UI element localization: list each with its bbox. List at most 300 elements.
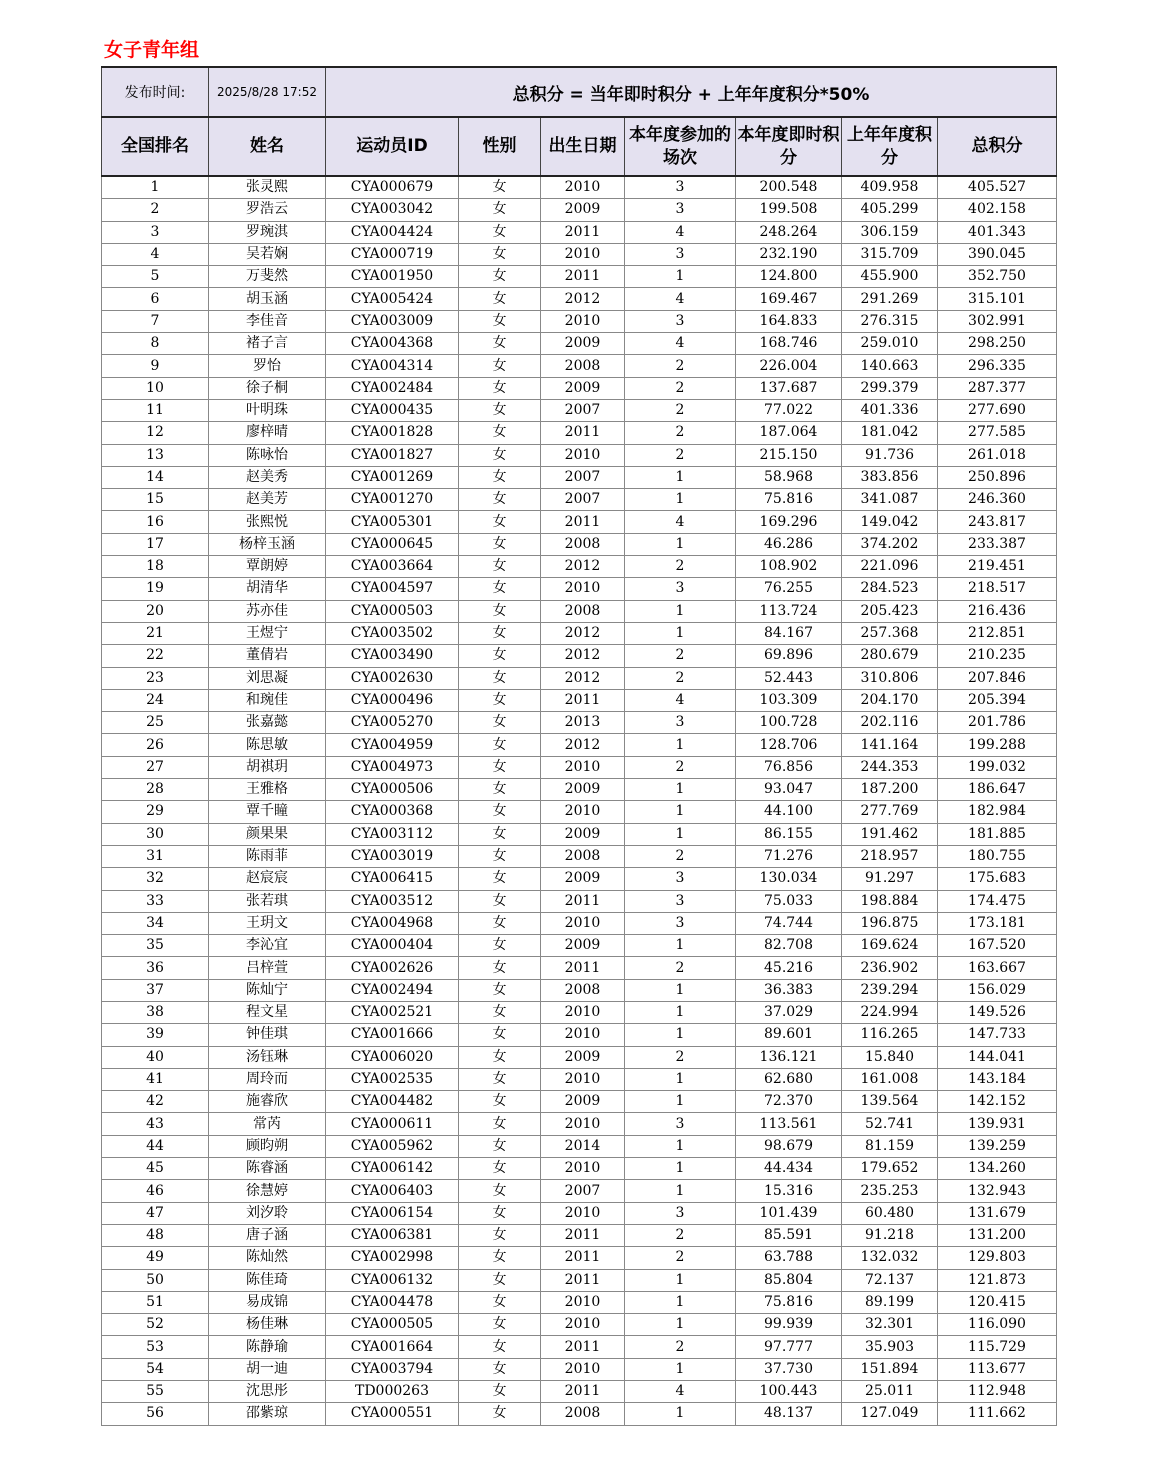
table-row (102, 1024, 1057, 1046)
total-points-cell: 182.984 (938, 801, 1057, 823)
current-points-cell: 84.167 (736, 622, 842, 644)
rank-cell: 49 (102, 1247, 209, 1269)
rank-cell: 52 (102, 1314, 209, 1336)
table-row (102, 444, 1057, 466)
total-points-cell: 402.158 (938, 199, 1057, 221)
last-year-points-cell: 455.900 (842, 266, 938, 288)
athlete-id-cell: CYA001270 (326, 489, 459, 511)
birth-year-cell: 2007 (541, 466, 625, 488)
total-points-cell: 233.387 (938, 533, 1057, 555)
name-cell: 杨梓玉涵 (209, 533, 326, 555)
last-year-points-cell: 244.353 (842, 756, 938, 778)
rank-cell: 30 (102, 823, 209, 845)
current-points-cell: 98.679 (736, 1135, 842, 1157)
gender-cell: 女 (459, 466, 541, 488)
name-cell: 王煜宁 (209, 622, 326, 644)
total-points-cell: 218.517 (938, 578, 1057, 600)
total-points-cell: 131.679 (938, 1202, 1057, 1224)
rank-cell: 8 (102, 333, 209, 355)
gender-cell: 女 (459, 199, 541, 221)
total-points-cell: 129.803 (938, 1247, 1057, 1269)
last-year-points-cell: 284.523 (842, 578, 938, 600)
name-cell: 罗琬淇 (209, 221, 326, 243)
events-count-cell: 3 (625, 1113, 736, 1135)
athlete-id-cell: CYA001269 (326, 466, 459, 488)
current-points-cell: 164.833 (736, 310, 842, 332)
events-count-cell: 2 (625, 422, 736, 444)
last-year-points-cell: 35.903 (842, 1336, 938, 1358)
events-count-cell: 1 (625, 1314, 736, 1336)
total-points-cell: 186.647 (938, 779, 1057, 801)
table-row (102, 779, 1057, 801)
athlete-id-cell: CYA000611 (326, 1113, 459, 1135)
birth-year-cell: 2011 (541, 1269, 625, 1291)
total-points-cell: 246.360 (938, 489, 1057, 511)
events-count-cell: 2 (625, 556, 736, 578)
birth-year-cell: 2010 (541, 310, 625, 332)
name-cell: 施睿欣 (209, 1091, 326, 1113)
birth-year-cell: 2008 (541, 600, 625, 622)
header-athlete-id: 运动员ID (326, 117, 459, 176)
gender-cell: 女 (459, 1291, 541, 1313)
rank-cell: 1 (102, 176, 209, 199)
name-cell: 胡清华 (209, 578, 326, 600)
events-count-cell: 1 (625, 1269, 736, 1291)
current-points-cell: 108.902 (736, 556, 842, 578)
table-row (102, 712, 1057, 734)
events-count-cell: 4 (625, 333, 736, 355)
table-row (102, 1158, 1057, 1180)
events-count-cell: 1 (625, 734, 736, 756)
events-count-cell: 2 (625, 957, 736, 979)
last-year-points-cell: 315.709 (842, 243, 938, 265)
birth-year-cell: 2007 (541, 399, 625, 421)
athlete-id-cell: CYA004482 (326, 1091, 459, 1113)
athlete-id-cell: CYA006142 (326, 1158, 459, 1180)
birth-year-cell: 2009 (541, 868, 625, 890)
last-year-points-cell: 91.218 (842, 1224, 938, 1246)
birth-year-cell: 2012 (541, 622, 625, 644)
total-points-cell: 120.415 (938, 1291, 1057, 1313)
last-year-points-cell: 341.087 (842, 489, 938, 511)
rank-cell: 44 (102, 1135, 209, 1157)
gender-cell: 女 (459, 779, 541, 801)
birth-year-cell: 2011 (541, 689, 625, 711)
birth-year-cell: 2009 (541, 935, 625, 957)
header-current-points: 本年度即时积分 (736, 117, 842, 176)
name-cell: 赵美芳 (209, 489, 326, 511)
name-cell: 沈思彤 (209, 1381, 326, 1403)
events-count-cell: 1 (625, 600, 736, 622)
athlete-id-cell: CYA002521 (326, 1001, 459, 1023)
events-count-cell: 3 (625, 912, 736, 934)
rank-cell: 54 (102, 1358, 209, 1380)
athlete-id-cell: CYA006415 (326, 868, 459, 890)
current-points-cell: 199.508 (736, 199, 842, 221)
name-cell: 万斐然 (209, 266, 326, 288)
header-last-year-points: 上年年度积分 (842, 117, 938, 176)
birth-year-cell: 2012 (541, 556, 625, 578)
name-cell: 李佳音 (209, 310, 326, 332)
gender-cell: 女 (459, 645, 541, 667)
events-count-cell: 2 (625, 1224, 736, 1246)
current-points-cell: 15.316 (736, 1180, 842, 1202)
rank-cell: 40 (102, 1046, 209, 1068)
rank-cell: 43 (102, 1113, 209, 1135)
table-row (102, 890, 1057, 912)
athlete-id-cell: TD000263 (326, 1381, 459, 1403)
gender-cell: 女 (459, 979, 541, 1001)
rank-cell: 10 (102, 377, 209, 399)
total-points-cell: 111.662 (938, 1403, 1057, 1425)
gender-cell: 女 (459, 1158, 541, 1180)
total-points-cell: 139.931 (938, 1113, 1057, 1135)
rank-cell: 16 (102, 511, 209, 533)
current-points-cell: 100.728 (736, 712, 842, 734)
gender-cell: 女 (459, 533, 541, 555)
last-year-points-cell: 25.011 (842, 1381, 938, 1403)
birth-year-cell: 2011 (541, 1224, 625, 1246)
table-row (102, 533, 1057, 555)
last-year-points-cell: 221.096 (842, 556, 938, 578)
last-year-points-cell: 196.875 (842, 912, 938, 934)
birth-year-cell: 2010 (541, 176, 625, 199)
last-year-points-cell: 224.994 (842, 1001, 938, 1023)
last-year-points-cell: 218.957 (842, 845, 938, 867)
table-row (102, 1314, 1057, 1336)
athlete-id-cell: CYA000645 (326, 533, 459, 555)
rank-cell: 39 (102, 1024, 209, 1046)
table-row (102, 1269, 1057, 1291)
table-row (102, 1247, 1057, 1269)
table-row (102, 756, 1057, 778)
events-count-cell: 3 (625, 868, 736, 890)
name-cell: 颜果果 (209, 823, 326, 845)
table-row (102, 266, 1057, 288)
birth-year-cell: 2008 (541, 1403, 625, 1425)
birth-year-cell: 2007 (541, 1180, 625, 1202)
events-count-cell: 4 (625, 689, 736, 711)
athlete-id-cell: CYA001828 (326, 422, 459, 444)
athlete-id-cell: CYA003042 (326, 199, 459, 221)
gender-cell: 女 (459, 1403, 541, 1425)
current-points-cell: 74.744 (736, 912, 842, 934)
rank-cell: 12 (102, 422, 209, 444)
gender-cell: 女 (459, 355, 541, 377)
table-row (102, 511, 1057, 533)
name-cell: 顾昀朔 (209, 1135, 326, 1157)
events-count-cell: 2 (625, 1247, 736, 1269)
athlete-id-cell: CYA004959 (326, 734, 459, 756)
table-row (102, 935, 1057, 957)
total-points-cell: 210.235 (938, 645, 1057, 667)
athlete-id-cell: CYA001950 (326, 266, 459, 288)
events-count-cell: 4 (625, 511, 736, 533)
last-year-points-cell: 276.315 (842, 310, 938, 332)
table-row (102, 176, 1057, 199)
events-count-cell: 2 (625, 1046, 736, 1068)
athlete-id-cell: CYA004597 (326, 578, 459, 600)
current-points-cell: 200.548 (736, 176, 842, 199)
rank-cell: 32 (102, 868, 209, 890)
birth-year-cell: 2011 (541, 422, 625, 444)
total-points-cell: 212.851 (938, 622, 1057, 644)
birth-year-cell: 2010 (541, 1113, 625, 1135)
name-cell: 廖梓晴 (209, 422, 326, 444)
rank-cell: 25 (102, 712, 209, 734)
name-cell: 常芮 (209, 1113, 326, 1135)
rank-cell: 9 (102, 355, 209, 377)
rank-cell: 42 (102, 1091, 209, 1113)
rank-cell: 28 (102, 779, 209, 801)
current-points-cell: 69.896 (736, 645, 842, 667)
current-points-cell: 77.022 (736, 399, 842, 421)
last-year-points-cell: 259.010 (842, 333, 938, 355)
birth-year-cell: 2010 (541, 1068, 625, 1090)
name-cell: 覃朗婷 (209, 556, 326, 578)
athlete-id-cell: CYA004478 (326, 1291, 459, 1313)
name-cell: 苏亦佳 (209, 600, 326, 622)
events-count-cell: 4 (625, 1381, 736, 1403)
birth-year-cell: 2009 (541, 1091, 625, 1113)
athlete-id-cell: CYA003112 (326, 823, 459, 845)
table-row (102, 578, 1057, 600)
total-points-cell: 302.991 (938, 310, 1057, 332)
name-cell: 陈睿涵 (209, 1158, 326, 1180)
birth-year-cell: 2008 (541, 979, 625, 1001)
current-points-cell: 93.047 (736, 779, 842, 801)
current-points-cell: 48.137 (736, 1403, 842, 1425)
athlete-id-cell: CYA006154 (326, 1202, 459, 1224)
total-points-cell: 163.667 (938, 957, 1057, 979)
name-cell: 覃千瞳 (209, 801, 326, 823)
name-cell: 吕梓萱 (209, 957, 326, 979)
athlete-id-cell: CYA000503 (326, 600, 459, 622)
events-count-cell: 1 (625, 979, 736, 1001)
total-points-cell: 144.041 (938, 1046, 1057, 1068)
birth-year-cell: 2007 (541, 489, 625, 511)
name-cell: 罗浩云 (209, 199, 326, 221)
total-points-cell: 134.260 (938, 1158, 1057, 1180)
rank-cell: 13 (102, 444, 209, 466)
gender-cell: 女 (459, 333, 541, 355)
last-year-points-cell: 132.032 (842, 1247, 938, 1269)
name-cell: 陈雨菲 (209, 845, 326, 867)
rank-cell: 50 (102, 1269, 209, 1291)
athlete-id-cell: CYA004368 (326, 333, 459, 355)
events-count-cell: 1 (625, 622, 736, 644)
birth-year-cell: 2010 (541, 912, 625, 934)
rank-cell: 22 (102, 645, 209, 667)
current-points-cell: 44.434 (736, 1158, 842, 1180)
table-row (102, 1091, 1057, 1113)
total-points-cell: 131.200 (938, 1224, 1057, 1246)
current-points-cell: 52.443 (736, 667, 842, 689)
total-points-cell: 405.527 (938, 176, 1057, 199)
events-count-cell: 3 (625, 310, 736, 332)
table-row (102, 1068, 1057, 1090)
birth-year-cell: 2009 (541, 333, 625, 355)
gender-cell: 女 (459, 377, 541, 399)
last-year-points-cell: 127.049 (842, 1403, 938, 1425)
name-cell: 陈静瑜 (209, 1336, 326, 1358)
rank-cell: 26 (102, 734, 209, 756)
total-points-cell: 216.436 (938, 600, 1057, 622)
athlete-id-cell: CYA005301 (326, 511, 459, 533)
total-points-cell: 287.377 (938, 377, 1057, 399)
last-year-points-cell: 140.663 (842, 355, 938, 377)
birth-year-cell: 2008 (541, 533, 625, 555)
name-cell: 赵美秀 (209, 466, 326, 488)
rank-cell: 38 (102, 1001, 209, 1023)
rank-cell: 35 (102, 935, 209, 957)
gender-cell: 女 (459, 845, 541, 867)
current-points-cell: 75.816 (736, 489, 842, 511)
gender-cell: 女 (459, 1269, 541, 1291)
gender-cell: 女 (459, 1358, 541, 1380)
group-title: 女子青年组 (104, 39, 200, 61)
rank-cell: 14 (102, 466, 209, 488)
current-points-cell: 215.150 (736, 444, 842, 466)
rank-cell: 18 (102, 556, 209, 578)
total-points-cell: 167.520 (938, 935, 1057, 957)
current-points-cell: 62.680 (736, 1068, 842, 1090)
events-count-cell: 3 (625, 890, 736, 912)
rank-cell: 11 (102, 399, 209, 421)
gender-cell: 女 (459, 1314, 541, 1336)
header-row (102, 117, 1057, 176)
table-row (102, 1135, 1057, 1157)
events-count-cell: 1 (625, 489, 736, 511)
athlete-id-cell: CYA000404 (326, 935, 459, 957)
name-cell: 徐子桐 (209, 377, 326, 399)
last-year-points-cell: 72.137 (842, 1269, 938, 1291)
rank-cell: 24 (102, 689, 209, 711)
gender-cell: 女 (459, 399, 541, 421)
athlete-id-cell: CYA006132 (326, 1269, 459, 1291)
current-points-cell: 82.708 (736, 935, 842, 957)
name-cell: 张熙悦 (209, 511, 326, 533)
rank-cell: 34 (102, 912, 209, 934)
athlete-id-cell: CYA002998 (326, 1247, 459, 1269)
events-count-cell: 1 (625, 1291, 736, 1313)
events-count-cell: 1 (625, 533, 736, 555)
gender-cell: 女 (459, 1046, 541, 1068)
total-points-cell: 296.335 (938, 355, 1057, 377)
gender-cell: 女 (459, 712, 541, 734)
birth-year-cell: 2012 (541, 734, 625, 756)
current-points-cell: 232.190 (736, 243, 842, 265)
events-count-cell: 2 (625, 1336, 736, 1358)
current-points-cell: 58.968 (736, 466, 842, 488)
total-points-cell: 199.032 (938, 756, 1057, 778)
header-events-count: 本年度参加的场次 (625, 117, 736, 176)
gender-cell: 女 (459, 1024, 541, 1046)
events-count-cell: 1 (625, 1024, 736, 1046)
athlete-id-cell: CYA004973 (326, 756, 459, 778)
current-points-cell: 63.788 (736, 1247, 842, 1269)
gender-cell: 女 (459, 556, 541, 578)
rank-cell: 33 (102, 890, 209, 912)
birth-year-cell: 2011 (541, 1247, 625, 1269)
name-cell: 程文星 (209, 1001, 326, 1023)
total-points-cell: 139.259 (938, 1135, 1057, 1157)
last-year-points-cell: 310.806 (842, 667, 938, 689)
table-row (102, 823, 1057, 845)
gender-cell: 女 (459, 734, 541, 756)
current-points-cell: 113.561 (736, 1113, 842, 1135)
current-points-cell: 113.724 (736, 600, 842, 622)
last-year-points-cell: 409.958 (842, 176, 938, 199)
current-points-cell: 89.601 (736, 1024, 842, 1046)
athlete-id-cell: CYA004424 (326, 221, 459, 243)
events-count-cell: 1 (625, 1180, 736, 1202)
rank-cell: 5 (102, 266, 209, 288)
last-year-points-cell: 89.199 (842, 1291, 938, 1313)
total-points-cell: 261.018 (938, 444, 1057, 466)
table-row (102, 1291, 1057, 1313)
name-cell: 和琬佳 (209, 689, 326, 711)
table-row (102, 1336, 1057, 1358)
last-year-points-cell: 401.336 (842, 399, 938, 421)
table-row (102, 801, 1057, 823)
events-count-cell: 2 (625, 355, 736, 377)
gender-cell: 女 (459, 756, 541, 778)
table-row (102, 1001, 1057, 1023)
last-year-points-cell: 169.624 (842, 935, 938, 957)
total-points-cell: 175.683 (938, 868, 1057, 890)
rank-cell: 2 (102, 199, 209, 221)
athlete-id-cell: CYA001664 (326, 1336, 459, 1358)
current-points-cell: 85.804 (736, 1269, 842, 1291)
total-points-cell: 121.873 (938, 1269, 1057, 1291)
name-cell: 张若琪 (209, 890, 326, 912)
athlete-id-cell: CYA002494 (326, 979, 459, 1001)
current-points-cell: 86.155 (736, 823, 842, 845)
table-row (102, 1113, 1057, 1135)
gender-cell: 女 (459, 890, 541, 912)
events-count-cell: 1 (625, 801, 736, 823)
last-year-points-cell: 306.159 (842, 221, 938, 243)
current-points-cell: 168.746 (736, 333, 842, 355)
birth-year-cell: 2008 (541, 355, 625, 377)
current-points-cell: 137.687 (736, 377, 842, 399)
birth-year-cell: 2010 (541, 801, 625, 823)
gender-cell: 女 (459, 600, 541, 622)
table-row (102, 355, 1057, 377)
table-row (102, 466, 1057, 488)
athlete-id-cell: CYA000368 (326, 801, 459, 823)
birth-year-cell: 2009 (541, 1046, 625, 1068)
name-cell: 陈佳琦 (209, 1269, 326, 1291)
athlete-id-cell: CYA000496 (326, 689, 459, 711)
birth-year-cell: 2010 (541, 578, 625, 600)
birth-year-cell: 2012 (541, 645, 625, 667)
gender-cell: 女 (459, 489, 541, 511)
table-row (102, 288, 1057, 310)
current-points-cell: 36.383 (736, 979, 842, 1001)
rank-cell: 15 (102, 489, 209, 511)
header-gender: 性别 (459, 117, 541, 176)
current-points-cell: 76.856 (736, 756, 842, 778)
current-points-cell: 46.286 (736, 533, 842, 555)
current-points-cell: 187.064 (736, 422, 842, 444)
birth-year-cell: 2010 (541, 243, 625, 265)
total-points-cell: 207.846 (938, 667, 1057, 689)
rank-cell: 48 (102, 1224, 209, 1246)
last-year-points-cell: 52.741 (842, 1113, 938, 1135)
last-year-points-cell: 151.894 (842, 1358, 938, 1380)
